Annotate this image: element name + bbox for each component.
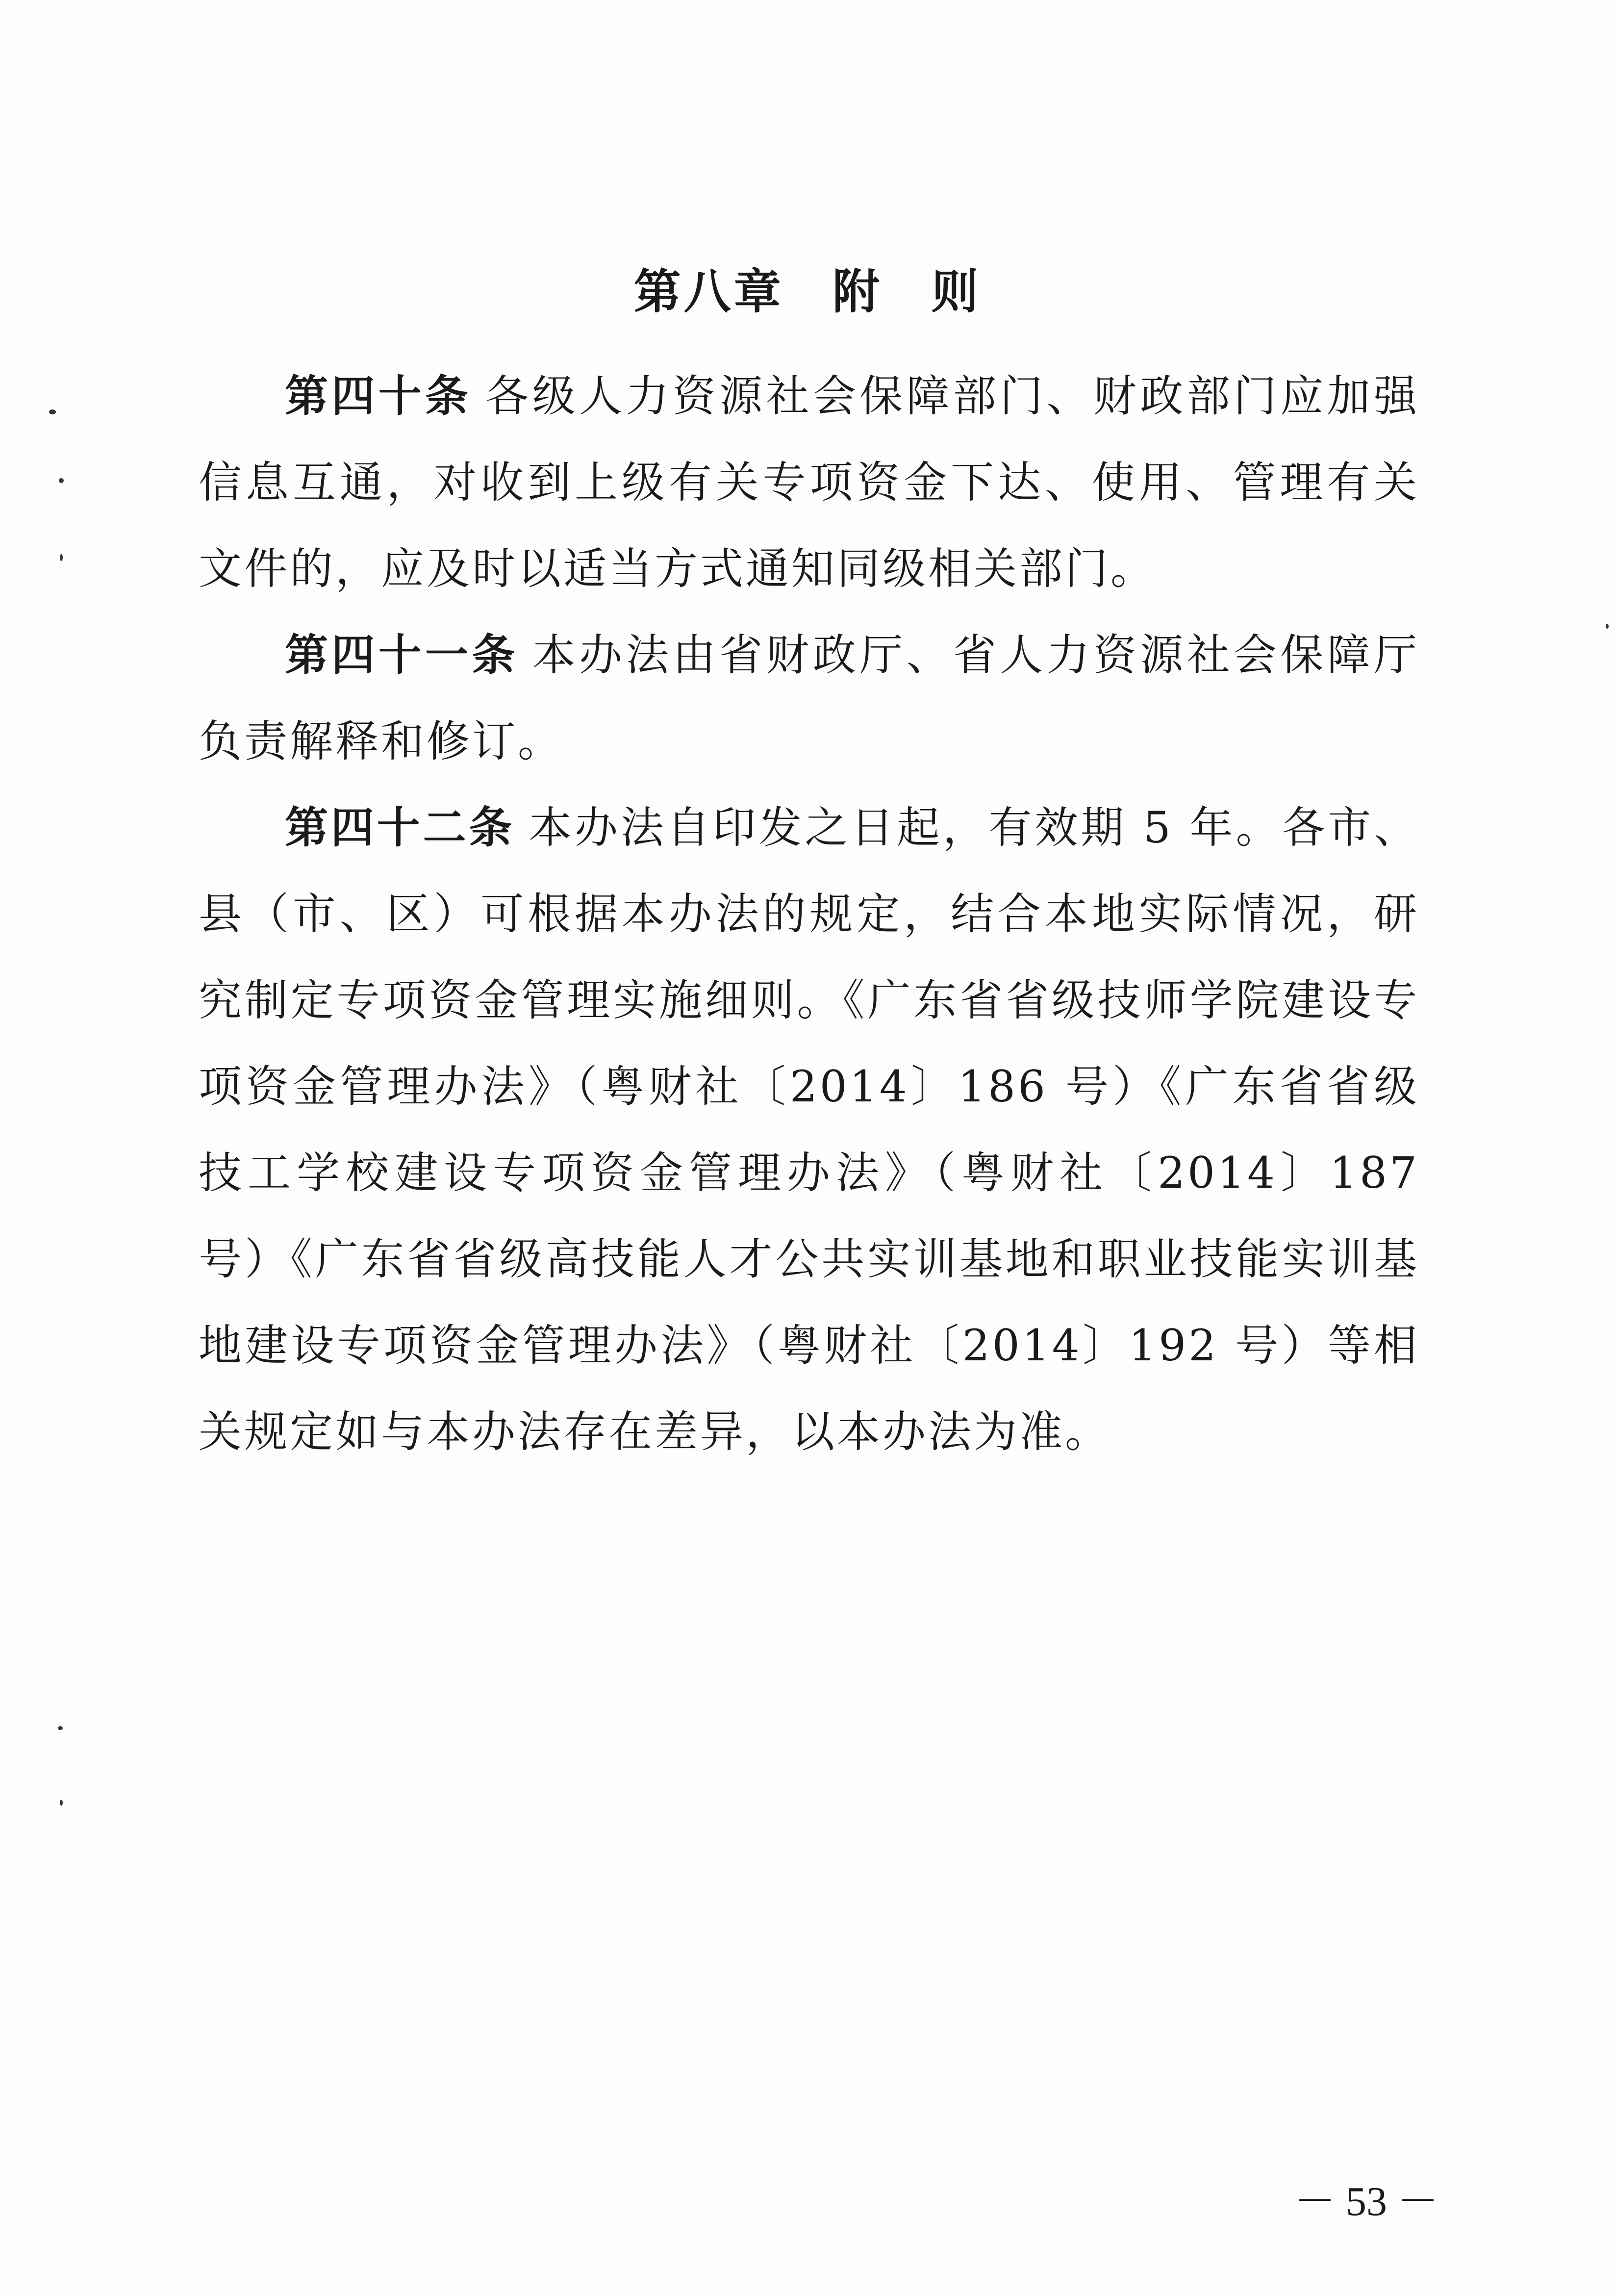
article-text: 本办法由省财政厅、省人力资源社会保障厅负责解释和修订。	[199, 630, 1419, 766]
document-body	[199, 353, 1419, 1475]
article-number: 第四十一条	[285, 630, 519, 680]
article-text: 各级人力资源社会保障部门、财政部门应加强信息互通，对收到上级有关专项资金下达、使用、管理有关文件的，应及时以适当方式通知同级相关部门。	[199, 371, 1419, 594]
scan-mark	[49, 409, 56, 414]
article-text: 本办法自印发之日起，有效期 5 年。各市、县（市、区）可根据本办法的规定，结合本地实际情况，研究制定专项资金管理实施细则。《广东省省级技师学院建设专项资金管理办法》（粤财社〔2014〕186 号）《广东省省级技工学校建设专项资金管理办法》（粤财社〔2014〕187 号）《广东省省级高技能人才公共实训基地和职业技能实训基地建设专项资金管理办法》（粤财社〔2014〕192 号）等相关规定如与本办法存在差异，以本办法为准。	[199, 802, 1419, 1457]
chapter-title: 第八章 附 则	[633, 264, 982, 319]
scan-mark	[59, 478, 64, 483]
scan-mark	[1606, 624, 1609, 629]
page-number: － 53 －	[1294, 2179, 1438, 2224]
article-paragraph	[199, 785, 1419, 1475]
article-number: 第四十二条	[285, 802, 515, 853]
scan-mark	[58, 1726, 63, 1730]
scan-mark	[60, 1800, 63, 1806]
article-paragraph	[199, 353, 1419, 612]
article-paragraph	[199, 612, 1419, 785]
article-number: 第四十条	[285, 371, 472, 421]
scan-mark	[60, 554, 63, 561]
